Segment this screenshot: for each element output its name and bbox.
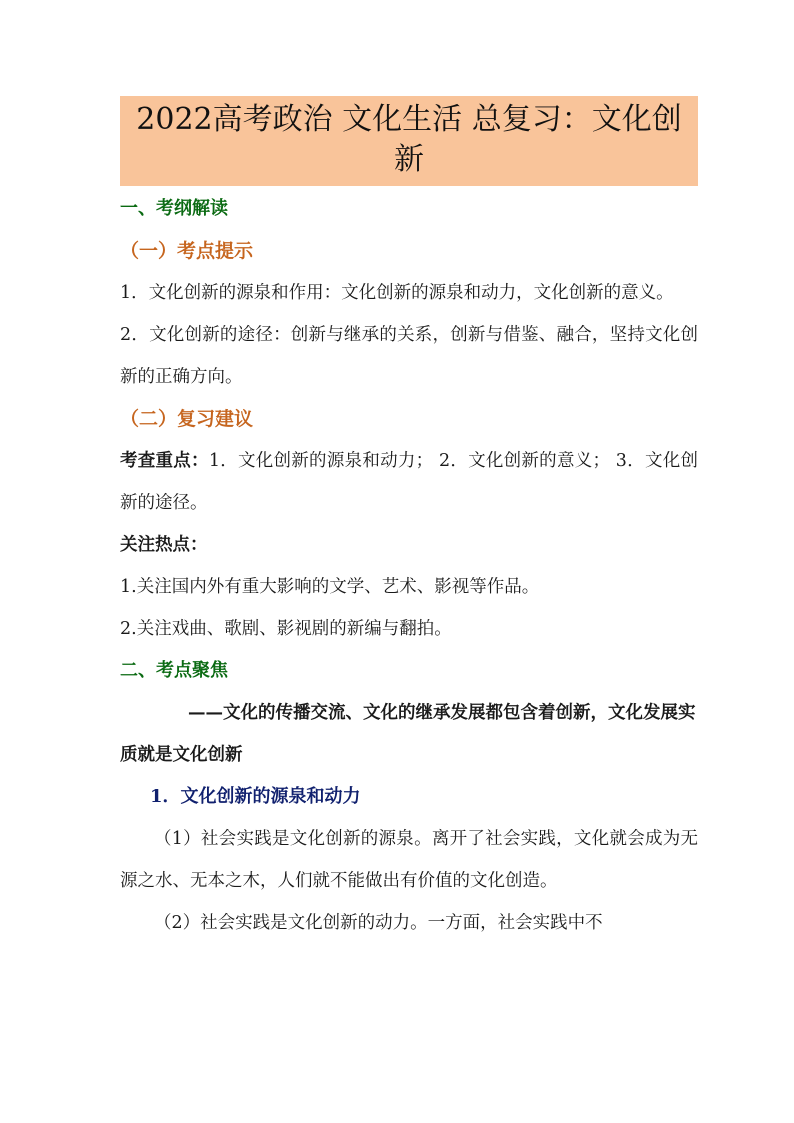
subheading-source-and-motivation: 1．文化创新的源泉和动力 — [150, 786, 361, 807]
hot-topic-item-2: 2.关注戏曲、歌剧、影视剧的新编与翻拍。 — [120, 619, 452, 639]
document-title: 2022高考政治 文化生活 总复习：文化创新 — [120, 96, 698, 186]
subheading-review-advice: （二）复习建议 — [120, 408, 254, 430]
key-point-item-1: 1．文化创新的源泉和作用：文化创新的源泉和动力，文化创新的意义。 — [120, 283, 674, 303]
key-point-item-2: 2．文化创新的途径：创新与继承的关系，创新与借鉴、融合，坚持文化创新的正确方向。 — [120, 325, 698, 387]
subheading-key-points: （一）考点提示 — [120, 240, 254, 262]
focus-quote — [120, 692, 698, 776]
exam-focus-text: 1．文化创新的源泉和动力； 2．文化创新的意义； 3．文化创新的途径。 — [120, 451, 698, 513]
exam-focus-label: 考查重点： — [120, 451, 209, 471]
hot-topic-item-1: 1.关注国内外有重大影响的文学、艺术、影视等作品。 — [120, 577, 540, 597]
paragraph-source: （1）社会实践是文化创新的源泉。离开了社会实践，文化就会成为无源之水、无本之木，人们就不能做出有价值的文化创造。 — [120, 829, 698, 891]
exam-focus-paragraph — [120, 440, 698, 524]
section-heading-syllabus: 一、考纲解读 — [120, 198, 228, 219]
hot-topics-label: 关注热点： — [120, 535, 208, 555]
focus-quote-text: ——文化的传播交流、文化的继承发展都包含着创新，文化发展实质就是文化创新 — [120, 703, 696, 765]
section-heading-focus: 二、考点聚焦 — [120, 660, 228, 681]
paragraph-motivation: （2）社会实践是文化创新的动力。一方面，社会实践中不 — [154, 913, 603, 933]
document-page — [120, 96, 698, 944]
